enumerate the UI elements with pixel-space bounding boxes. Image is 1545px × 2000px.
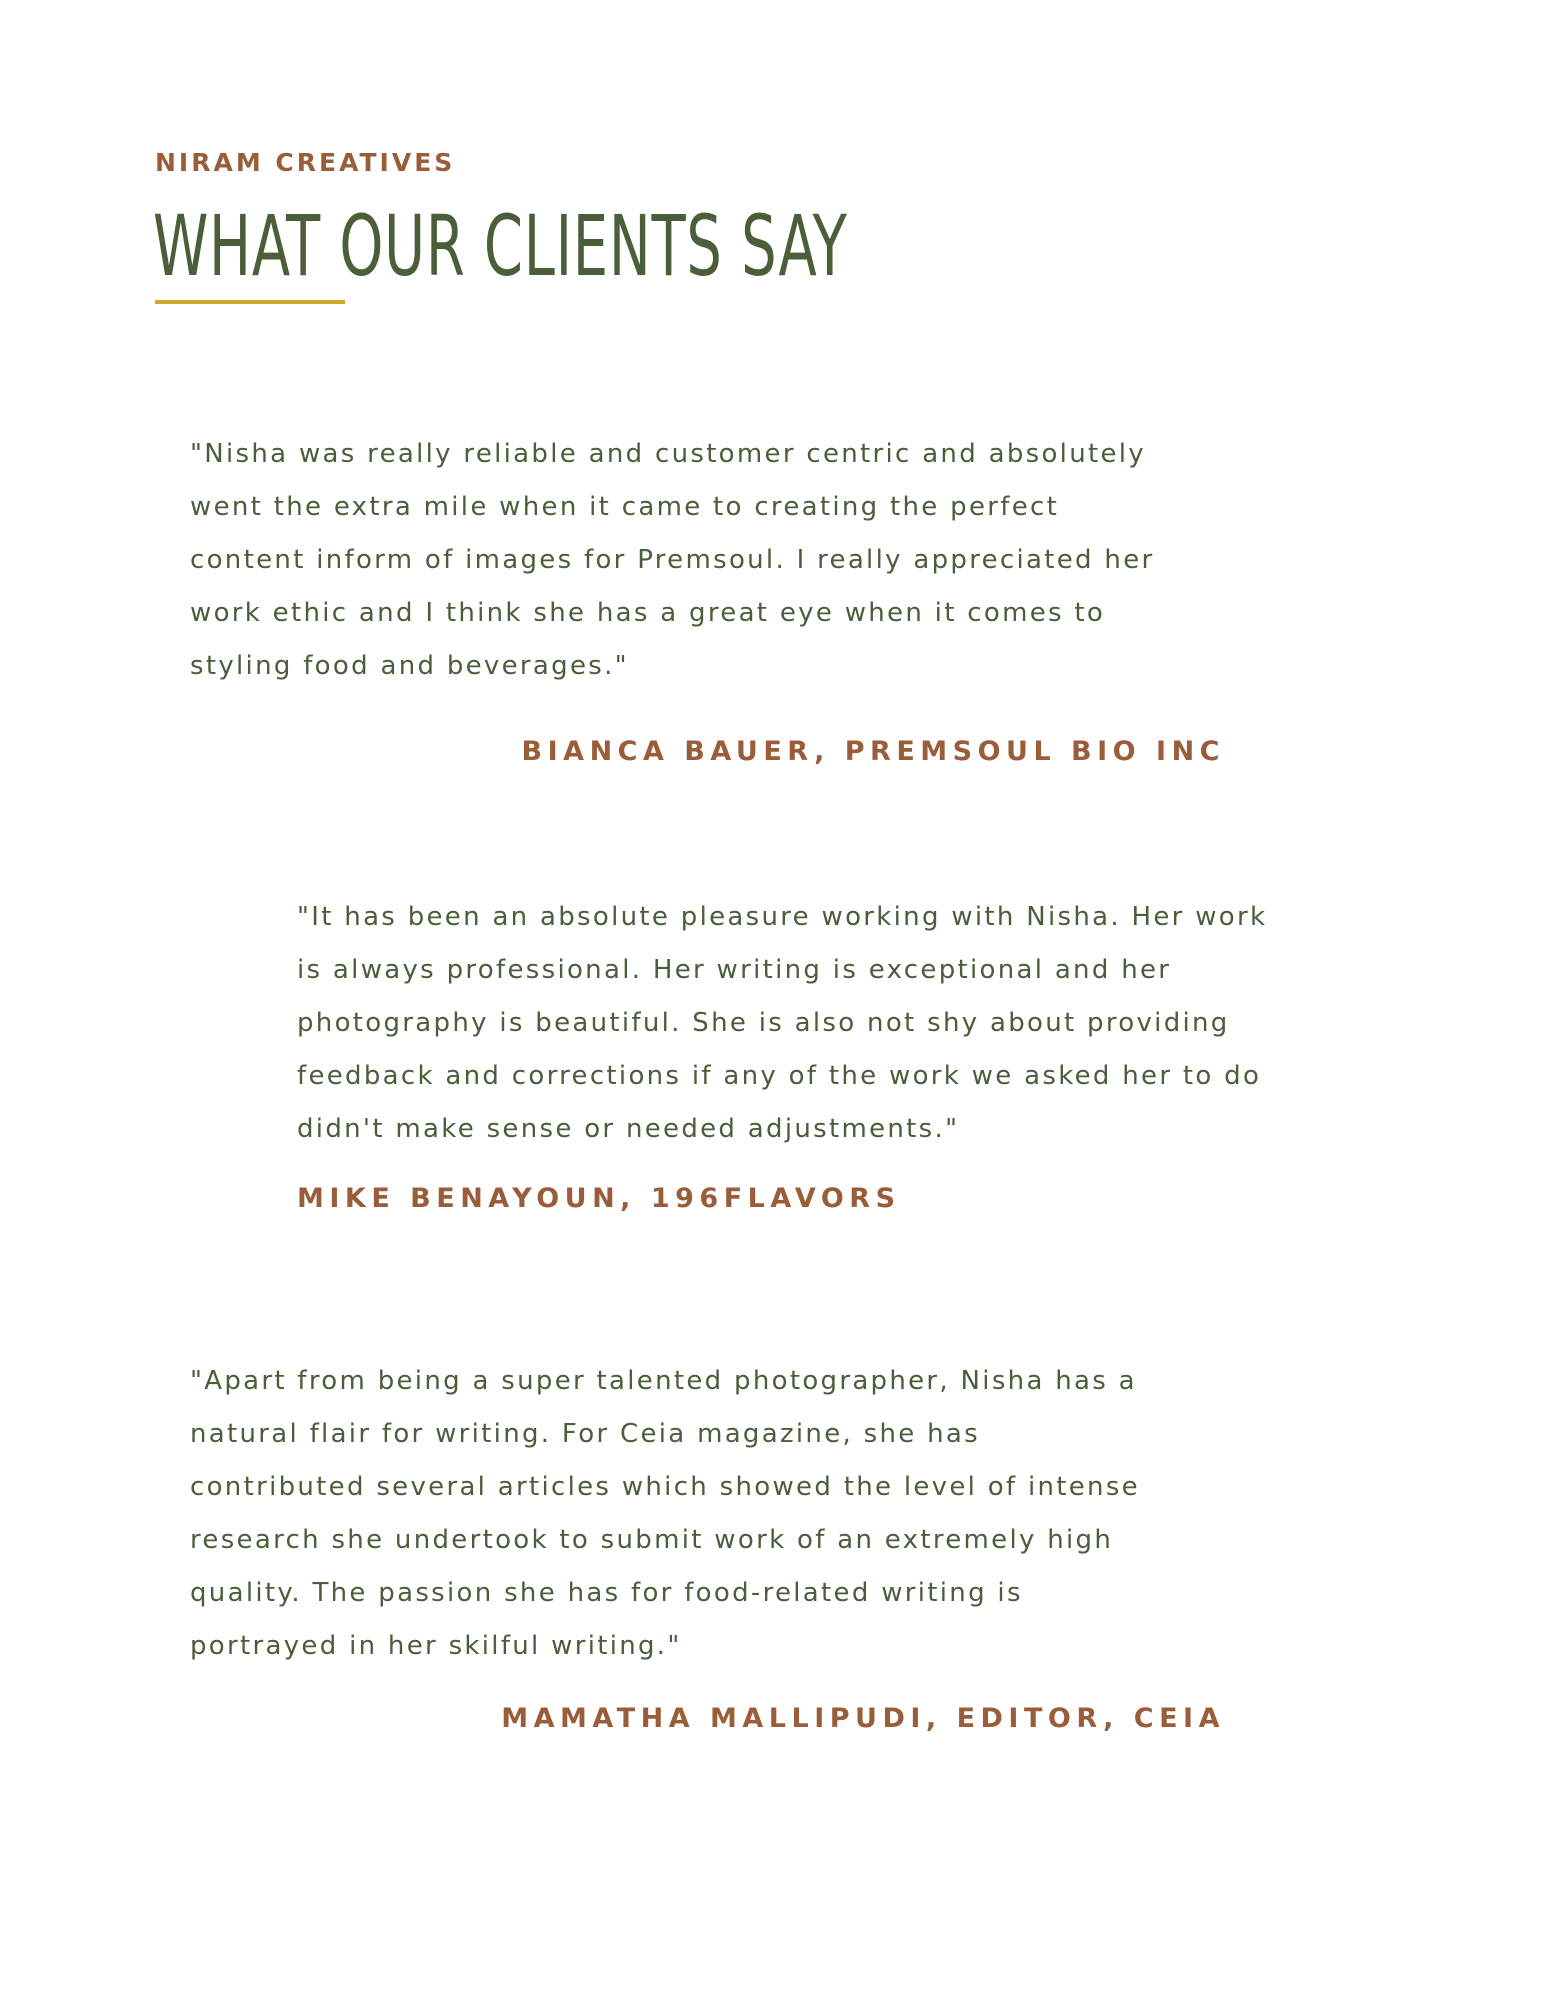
testimonial-quote: "Apart from being a super talented photographer, Nisha has a natural flair for writing. For Ceia magazine, she has contributed several articles which showed the level of intense research she undertook to submit work of an extremely high quality. The passion she has for food-related writing is portrayed in her skilful writing." bbox=[190, 1366, 1140, 1661]
testimonial-quote: "Nisha was really reliable and customer centric and absolutely went the extra mile when it came to creating the perfect content inform of images for Premsoul. I really appreciated her work ethic and I think she has a great eye when it comes to styling food and beverages." bbox=[190, 439, 1155, 681]
testimonial-author: MAMATHA MALLIPUDI, EDITOR, CEIA bbox=[501, 1703, 1225, 1734]
testimonial-quote: "It has been an absolute pleasure working with Nisha. Her work is always professional. Her writing is exceptional and her photography is beautiful. She is also not shy about providing feedback and corrections if any of the work we asked her to do didn't make sense or needed adjustments." bbox=[297, 902, 1268, 1144]
testimonial-author: MIKE BENAYOUN, 196FLAVORS bbox=[297, 1183, 901, 1214]
brand-name: NIRAM CREATIVES bbox=[155, 148, 456, 177]
page-title: WHAT OUR CLIENTS SAY bbox=[153, 197, 848, 295]
title-underline bbox=[155, 300, 345, 304]
testimonial-author: BIANCA BAUER, PREMSOUL BIO INC bbox=[521, 736, 1225, 767]
